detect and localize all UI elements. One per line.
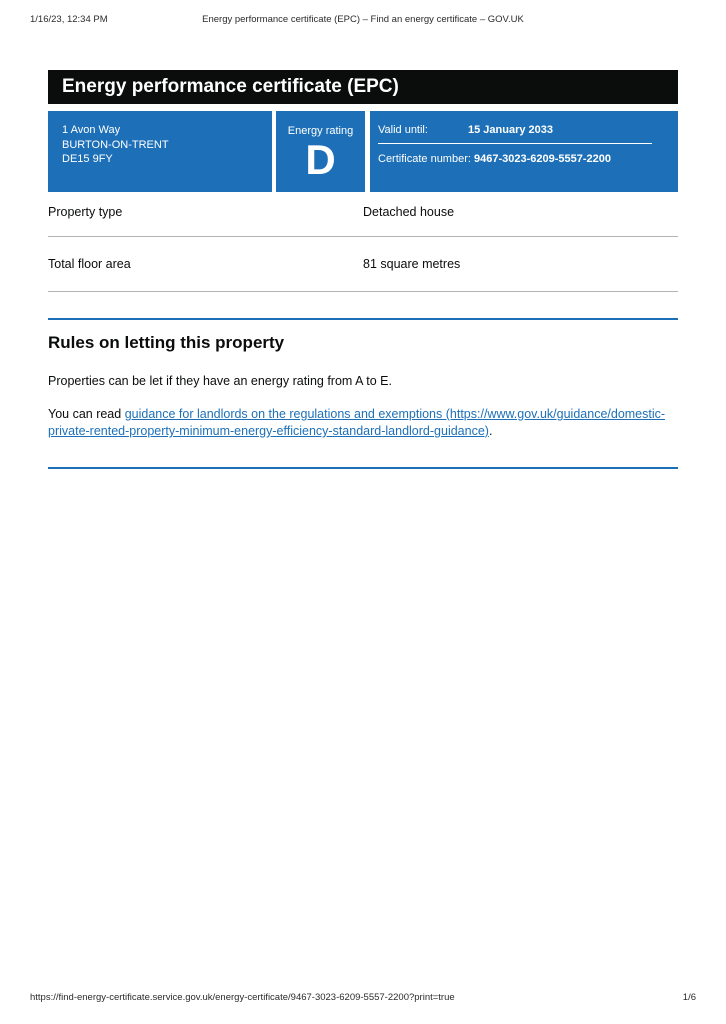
property-summary-table <box>48 192 678 292</box>
print-header-title: Energy performance certificate (EPC) – Find an energy certificate – GOV.UK <box>202 14 524 25</box>
valid-until-row <box>378 111 652 144</box>
landlord-guidance-link[interactable]: guidance for landlords on the regulations and exemptions (https://www.gov.uk/guidance/domestic-private-rented-property-minimum-energy-efficiency-standard-landlord-guidance) <box>48 407 666 438</box>
letting-section-heading: Rules on letting this property <box>48 333 285 352</box>
energy-rating-value: D <box>305 136 336 183</box>
row-value: 81 square metres <box>363 237 678 292</box>
table-row <box>48 192 678 237</box>
section-divider-top <box>48 318 678 320</box>
print-footer-url: https://find-energy-certificate.service.gov.uk/energy-certificate/9467-3023-6209-5557-2200?print=true <box>30 992 455 1003</box>
property-address <box>48 111 272 192</box>
document-content <box>48 70 678 469</box>
letting-paragraph-2 <box>48 406 678 440</box>
section-divider-bottom <box>48 467 678 469</box>
table-row <box>48 237 678 292</box>
certificate-number-value: 9467-3023-6209-5557-2200 <box>474 153 612 165</box>
row-label: Total floor area <box>48 237 363 292</box>
address-line-1: 1 Avon Way <box>62 124 121 136</box>
address-line-3: DE15 9FY <box>62 153 113 165</box>
certificate-validity-box <box>370 111 678 192</box>
certificate-number-label: Certificate number: <box>378 153 471 165</box>
certificate-summary-box <box>48 111 678 192</box>
energy-rating-box <box>276 111 365 192</box>
page-title: Energy performance certificate (EPC) <box>62 76 399 97</box>
certificate-number-row <box>378 144 670 165</box>
print-footer <box>30 992 696 1003</box>
valid-until-label: Valid until: <box>378 124 428 136</box>
print-footer-page-number: 1/6 <box>682 992 696 1003</box>
print-header <box>30 14 696 28</box>
paragraph-2-prefix: You can read <box>48 407 125 421</box>
letting-paragraph-1: Properties can be let if they have an energy rating from A to E. <box>48 374 392 388</box>
valid-until-value: 15 January 2033 <box>468 124 554 136</box>
address-line-2: BURTON-ON-TRENT <box>62 138 169 151</box>
page-title-banner <box>48 70 678 104</box>
print-header-datetime: 1/16/23, 12:34 PM <box>30 14 108 25</box>
row-label: Property type <box>48 192 363 237</box>
paragraph-2-suffix: . <box>488 424 493 438</box>
energy-rating-label: Energy rating <box>287 125 354 137</box>
row-value: Detached house <box>363 192 678 237</box>
